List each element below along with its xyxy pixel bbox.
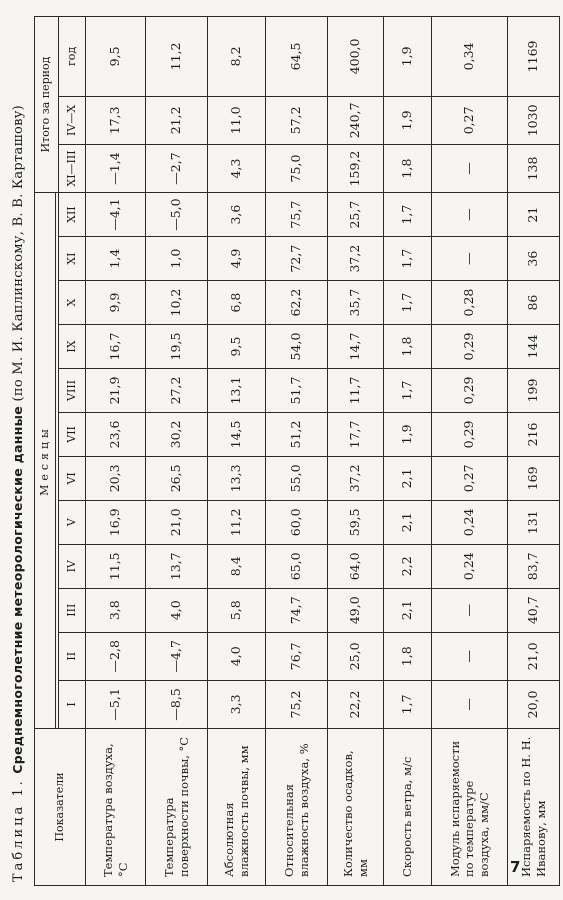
table-cell: 4,3 bbox=[208, 144, 266, 192]
page-number: 7 bbox=[510, 858, 521, 876]
table-cell: 9,5 bbox=[208, 325, 266, 369]
table-cell: 14,5 bbox=[208, 412, 266, 456]
table-cell: 9,9 bbox=[86, 281, 146, 325]
header-month: X bbox=[59, 281, 86, 325]
table-cell: 1,7 bbox=[384, 368, 432, 412]
table-cell: 0,29 bbox=[432, 325, 508, 369]
table-cell: 37,2 bbox=[328, 456, 384, 500]
table-cell: 1,9 bbox=[384, 96, 432, 144]
table-cell: 75,2 bbox=[266, 680, 328, 728]
table-cell: 138 bbox=[508, 144, 560, 192]
table-cell: 169 bbox=[508, 456, 560, 500]
row-label: Относительная влажность воздуха, % bbox=[266, 728, 328, 885]
table-cell: 159,2 bbox=[328, 144, 384, 192]
table-cell: 30,2 bbox=[146, 412, 208, 456]
table-caption bbox=[10, 12, 32, 882]
table-cell: 37,2 bbox=[328, 237, 384, 281]
row-label: Модуль испаряемости по температуре воздуха, мм/С bbox=[432, 728, 508, 885]
table-cell: 8,4 bbox=[208, 544, 266, 588]
table-cell: 62,2 bbox=[266, 281, 328, 325]
table-cell: 74,7 bbox=[266, 588, 328, 632]
table-row bbox=[384, 17, 432, 886]
table-cell: — bbox=[432, 193, 508, 237]
table-cell: 14,7 bbox=[328, 325, 384, 369]
table-cell: 3,6 bbox=[208, 193, 266, 237]
table-cell: 0,24 bbox=[432, 544, 508, 588]
table-cell: — bbox=[432, 237, 508, 281]
table-cell: 17,3 bbox=[86, 96, 146, 144]
header-month: III bbox=[59, 588, 86, 632]
table-cell: 0,29 bbox=[432, 368, 508, 412]
table-cell: 400,0 bbox=[328, 17, 384, 97]
table-cell: 25,0 bbox=[328, 632, 384, 680]
table-cell: 11,7 bbox=[328, 368, 384, 412]
row-label: Температура воздуха, °С bbox=[86, 728, 146, 885]
table-cell: 21,2 bbox=[146, 96, 208, 144]
table-cell: 1,7 bbox=[384, 680, 432, 728]
table-cell: 36 bbox=[508, 237, 560, 281]
table-cell: —1,4 bbox=[86, 144, 146, 192]
table-cell: 13,7 bbox=[146, 544, 208, 588]
row-label: Скорость ветра, м/с bbox=[384, 728, 432, 885]
row-label: Количество осадков, мм bbox=[328, 728, 384, 885]
table-cell: 35,7 bbox=[328, 281, 384, 325]
table-cell: 9,5 bbox=[86, 17, 146, 97]
table-cell: 20,0 bbox=[508, 680, 560, 728]
table-cell: —8,5 bbox=[146, 680, 208, 728]
table-cell: 216 bbox=[508, 412, 560, 456]
table-cell: 3,3 bbox=[208, 680, 266, 728]
table-cell: 5,8 bbox=[208, 588, 266, 632]
caption-lead: Таблица 1. bbox=[11, 778, 26, 882]
table-cell: 0,24 bbox=[432, 500, 508, 544]
table-cell: 13,3 bbox=[208, 456, 266, 500]
table-row bbox=[208, 17, 266, 886]
table-cell: 11,0 bbox=[208, 96, 266, 144]
table-cell: 76,7 bbox=[266, 632, 328, 680]
table-cell: 59,5 bbox=[328, 500, 384, 544]
table-cell: 23,6 bbox=[86, 412, 146, 456]
table-cell: 2,1 bbox=[384, 588, 432, 632]
header-month: VI bbox=[59, 456, 86, 500]
table-cell: 13,1 bbox=[208, 368, 266, 412]
table-cell: 4,9 bbox=[208, 237, 266, 281]
table-cell: 51,2 bbox=[266, 412, 328, 456]
table-cell: 2,1 bbox=[384, 500, 432, 544]
table-cell: 21,0 bbox=[146, 500, 208, 544]
header-period: IV—X bbox=[59, 96, 86, 144]
table-cell: 11,2 bbox=[208, 500, 266, 544]
table-cell: 54,0 bbox=[266, 325, 328, 369]
table-cell: 1,7 bbox=[384, 281, 432, 325]
table-cell: —5,0 bbox=[146, 193, 208, 237]
table-row bbox=[146, 17, 208, 886]
table-cell: 1,7 bbox=[384, 193, 432, 237]
table-cell: 1,0 bbox=[146, 237, 208, 281]
header-month: I bbox=[59, 680, 86, 728]
table-cell: 60,0 bbox=[266, 500, 328, 544]
table-cell: 2,2 bbox=[384, 544, 432, 588]
table-cell: —2,8 bbox=[86, 632, 146, 680]
table-cell: 1,9 bbox=[384, 412, 432, 456]
table-row bbox=[508, 17, 560, 886]
row-label: Испаряемость по Н. Н. Иванову, мм bbox=[508, 728, 560, 885]
meteo-table bbox=[34, 16, 560, 886]
table-cell: 64,0 bbox=[328, 544, 384, 588]
table-cell: 1,7 bbox=[384, 237, 432, 281]
table-cell: — bbox=[432, 680, 508, 728]
table-cell: 17,7 bbox=[328, 412, 384, 456]
table-cell: 21,0 bbox=[508, 632, 560, 680]
table-cell: 49,0 bbox=[328, 588, 384, 632]
table-cell: 83,7 bbox=[508, 544, 560, 588]
caption-title: Среднемноголетние метеорологические данные bbox=[10, 405, 25, 774]
header-month: II bbox=[59, 632, 86, 680]
header-period: год bbox=[59, 17, 86, 97]
header-month: IX bbox=[59, 325, 86, 369]
table-cell: 2,1 bbox=[384, 456, 432, 500]
table-row bbox=[86, 17, 146, 886]
table-cell: 4,0 bbox=[208, 632, 266, 680]
table-cell: 19,5 bbox=[146, 325, 208, 369]
table-cell: 1,9 bbox=[384, 17, 432, 97]
table-cell: —4,1 bbox=[86, 193, 146, 237]
table-cell: 1,4 bbox=[86, 237, 146, 281]
table-cell: 51,7 bbox=[266, 368, 328, 412]
table-cell: 240,7 bbox=[328, 96, 384, 144]
table-row bbox=[432, 17, 508, 886]
table-cell: — bbox=[432, 144, 508, 192]
table-cell: — bbox=[432, 632, 508, 680]
table-cell: 10,2 bbox=[146, 281, 208, 325]
table-row bbox=[266, 17, 328, 886]
table-cell: 144 bbox=[508, 325, 560, 369]
table-cell: 55,0 bbox=[266, 456, 328, 500]
table-cell: 0,34 bbox=[432, 17, 508, 97]
table-cell: 1,8 bbox=[384, 325, 432, 369]
table-cell: 75,0 bbox=[266, 144, 328, 192]
table-cell: 25,7 bbox=[328, 193, 384, 237]
table-cell: 0,29 bbox=[432, 412, 508, 456]
table-cell: 40,7 bbox=[508, 588, 560, 632]
table-cell: 72,7 bbox=[266, 237, 328, 281]
table-cell: 1,8 bbox=[384, 144, 432, 192]
table-cell: 0,27 bbox=[432, 96, 508, 144]
header-month: XI bbox=[59, 237, 86, 281]
table-cell: —5,1 bbox=[86, 680, 146, 728]
table-body bbox=[86, 17, 560, 886]
table-cell: 57,2 bbox=[266, 96, 328, 144]
table-cell: 131 bbox=[508, 500, 560, 544]
table-cell: — bbox=[432, 588, 508, 632]
table-cell: —4,7 bbox=[146, 632, 208, 680]
header-month: IV bbox=[59, 544, 86, 588]
table-cell: 0,28 bbox=[432, 281, 508, 325]
header-indicators: Показатели bbox=[35, 728, 86, 885]
table-cell: 86 bbox=[508, 281, 560, 325]
caption-source: (по М. И. Каплинскому, В. В. Карташову) bbox=[11, 104, 26, 402]
header-month: XII bbox=[59, 193, 86, 237]
header-month: V bbox=[59, 500, 86, 544]
table-cell: 0,27 bbox=[432, 456, 508, 500]
table-cell: 65,0 bbox=[266, 544, 328, 588]
table-cell: 26,5 bbox=[146, 456, 208, 500]
table-cell: 22,2 bbox=[328, 680, 384, 728]
table-cell: 27,2 bbox=[146, 368, 208, 412]
table-cell: 20,3 bbox=[86, 456, 146, 500]
table-cell: 6,8 bbox=[208, 281, 266, 325]
table-cell: 11,2 bbox=[146, 17, 208, 97]
table-cell: 16,7 bbox=[86, 325, 146, 369]
row-label: Абсолютная влажность почвы, мм bbox=[208, 728, 266, 885]
table-cell: 3,8 bbox=[86, 588, 146, 632]
header-month: VII bbox=[59, 412, 86, 456]
header-month: VIII bbox=[59, 368, 86, 412]
table-cell: 21 bbox=[508, 193, 560, 237]
header-period: XI—III bbox=[59, 144, 86, 192]
table-cell: 4,0 bbox=[146, 588, 208, 632]
table-cell: 199 bbox=[508, 368, 560, 412]
table-cell: 21,9 bbox=[86, 368, 146, 412]
table-cell: 1169 bbox=[508, 17, 560, 97]
table-cell: 1030 bbox=[508, 96, 560, 144]
table-cell: 1,8 bbox=[384, 632, 432, 680]
table-cell: 64,5 bbox=[266, 17, 328, 97]
header-months-group: Месяцы bbox=[35, 193, 56, 729]
table-cell: —2,7 bbox=[146, 144, 208, 192]
table-cell: 11,5 bbox=[86, 544, 146, 588]
row-label: Температура поверхности почвы, °С bbox=[146, 728, 208, 885]
table-cell: 8,2 bbox=[208, 17, 266, 97]
table-row bbox=[328, 17, 384, 886]
table-cell: 16,9 bbox=[86, 500, 146, 544]
table-cell: 75,7 bbox=[266, 193, 328, 237]
header-period-group: Итого за период bbox=[35, 17, 59, 193]
